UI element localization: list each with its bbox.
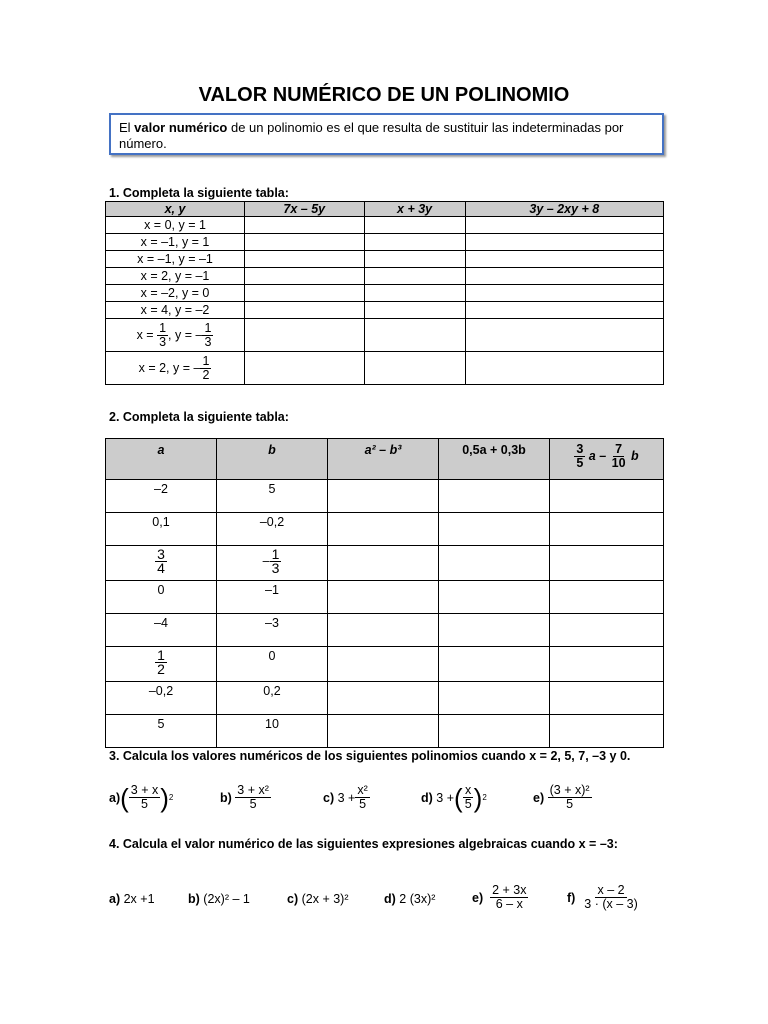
answer-cell[interactable] — [328, 647, 439, 682]
answer-cell[interactable] — [245, 285, 365, 302]
t2-value-b: –1 — [217, 581, 328, 614]
answer-cell[interactable] — [439, 715, 550, 748]
answer-cell[interactable] — [364, 217, 465, 234]
table-row — [106, 217, 664, 234]
answer-cell[interactable] — [550, 480, 664, 513]
table-row — [106, 319, 664, 352]
t2-value-b: 10 — [217, 715, 328, 748]
t2-value-a: –0,2 — [106, 682, 217, 715]
t1-row-values: x = 0, y = 1 — [106, 217, 245, 234]
t2-value-a: –2 — [106, 480, 217, 513]
q3-item-c: c) 3 + $\frac{\text{x²}}{5}$ — [323, 783, 368, 811]
t2-header-expr2: 0,5a + 0,3b — [439, 439, 550, 480]
answer-cell[interactable] — [465, 352, 663, 385]
t2-value-b: 0 — [217, 647, 328, 682]
q4-item-a: a) 2x +1 — [109, 892, 155, 906]
q4-item-f: f) $\frac{x - 2}{3 \cdot (x - 3)}$ — [567, 883, 638, 911]
answer-cell[interactable] — [364, 251, 465, 268]
table-row — [106, 546, 664, 581]
answer-cell[interactable] — [550, 614, 664, 647]
answer-cell[interactable] — [439, 614, 550, 647]
answer-cell[interactable] — [364, 285, 465, 302]
page-title: VALOR NUMÉRICO DE UN POLINOMIO — [198, 84, 570, 106]
table-row — [106, 513, 664, 546]
table-row — [106, 614, 664, 647]
t1-row-values: x = –2, y = 0 — [106, 285, 245, 302]
answer-cell[interactable] — [328, 581, 439, 614]
answer-cell[interactable] — [465, 234, 663, 251]
answer-cell[interactable] — [364, 302, 465, 319]
t1-row-values: x = –1, y = 1 — [106, 234, 245, 251]
t1-header-xy: x, y — [106, 202, 245, 217]
fraction: $\frac{1}{3}$ — [204, 320, 212, 349]
t1-header-expr2: x + 3y — [364, 202, 465, 217]
definition-term: valor numérico — [134, 120, 228, 135]
table-row — [106, 647, 664, 682]
answer-cell[interactable] — [439, 513, 550, 546]
q3-item-d: d) 3 + ( $\frac{x}{5}$ ) 2 — [421, 782, 487, 813]
q3-item-e: e) $\frac{\text{(3 + x)²}}{5}$ — [533, 783, 590, 811]
answer-cell[interactable] — [465, 251, 663, 268]
table-row — [106, 234, 664, 251]
table-1 — [105, 201, 664, 385]
t1-row-values: x = 4, y = –2 — [106, 302, 245, 319]
q3-item-b: b) $\frac{\text{3 + x²}}{5}$ — [220, 783, 269, 811]
t2-value-a: 5 — [106, 715, 217, 748]
q4-item-d: d) 2 (3x)² — [384, 892, 436, 906]
t1-row-values-fraction: x = 2, y = – $\frac{1}{2}$ — [106, 352, 245, 385]
table-row — [106, 251, 664, 268]
answer-cell[interactable] — [439, 480, 550, 513]
answer-cell[interactable] — [328, 546, 439, 581]
table-row — [106, 268, 664, 285]
answer-cell[interactable] — [328, 682, 439, 715]
answer-cell[interactable] — [364, 234, 465, 251]
answer-cell[interactable] — [439, 546, 550, 581]
fraction: $\frac{1}{3}$ — [159, 320, 167, 349]
q3-heading: 3. Calcula los valores numéricos de los siguientes polinomios cuando x = 2, 5, 7, –3 y 0. — [109, 749, 631, 763]
answer-cell[interactable] — [245, 268, 365, 285]
t1-row-values-fraction: x = $\frac{1}{3}$ , y = – $\frac{1}{3}$ — [106, 319, 245, 352]
answer-cell[interactable] — [245, 319, 365, 352]
answer-cell[interactable] — [245, 251, 365, 268]
answer-cell[interactable] — [550, 647, 664, 682]
t2-value-b: 5 — [217, 480, 328, 513]
table-row — [106, 682, 664, 715]
t1-header-expr3: 3y – 2xy + 8 — [465, 202, 663, 217]
answer-cell[interactable] — [364, 268, 465, 285]
answer-cell[interactable] — [245, 302, 365, 319]
t2-value-a: $\frac{1}{2}$ — [106, 647, 217, 682]
table-1-header — [106, 202, 664, 217]
t2-value-a: –4 — [106, 614, 217, 647]
q4-item-c: c) (2x + 3)² — [287, 892, 349, 906]
q2-heading: 2. Completa la siguiente tabla: — [109, 410, 289, 424]
table-row — [106, 581, 664, 614]
t2-value-b: –3 — [217, 614, 328, 647]
t1-row-values: x = 2, y = –1 — [106, 268, 245, 285]
t2-header-expr1: a² – b³ — [328, 439, 439, 480]
t2-value-a: $\frac{3}{4}$ — [106, 546, 217, 581]
answer-cell[interactable] — [550, 513, 664, 546]
answer-cell[interactable] — [550, 715, 664, 748]
definition-box — [109, 113, 664, 155]
t2-header-b: b — [217, 439, 328, 480]
t2-value-b: 0,2 — [217, 682, 328, 715]
answer-cell[interactable] — [328, 513, 439, 546]
t2-value-a: 0 — [106, 581, 217, 614]
table-2-header — [106, 439, 664, 480]
answer-cell[interactable] — [465, 217, 663, 234]
answer-cell[interactable] — [550, 581, 664, 614]
definition-text: de un polinomio es el que resulta de sustituir las indeterminadas por número. — [119, 120, 624, 151]
table-row — [106, 480, 664, 513]
answer-cell[interactable] — [550, 546, 664, 581]
answer-cell[interactable] — [465, 319, 663, 352]
answer-cell[interactable] — [245, 352, 365, 385]
answer-cell[interactable] — [439, 682, 550, 715]
table-row — [106, 302, 664, 319]
answer-cell[interactable] — [245, 217, 365, 234]
answer-cell[interactable] — [245, 234, 365, 251]
answer-cell[interactable] — [328, 715, 439, 748]
fraction: $\frac{1}{2}$ — [202, 353, 210, 382]
answer-cell[interactable] — [465, 268, 663, 285]
answer-cell[interactable] — [364, 319, 465, 352]
t2-value-b: – $\frac{1}{3}$ — [217, 546, 328, 581]
answer-cell[interactable] — [439, 647, 550, 682]
q3-item-a: a) ( $\frac{3 + x}{5}$ ) 2 — [109, 782, 174, 813]
q4-item-e: e) $\frac{2 + 3x}{6 - x}$ — [472, 883, 527, 911]
q4-item-b: b) (2x)² – 1 — [188, 892, 250, 906]
table-row — [106, 352, 664, 385]
table-row — [106, 715, 664, 748]
q4-heading: 4. Calcula el valor numérico de las siguientes expresiones algebraicas cuando x = –3: — [109, 837, 618, 851]
answer-cell[interactable] — [465, 302, 663, 319]
t2-header-a: a — [106, 439, 217, 480]
t2-value-a: 0,1 — [106, 513, 217, 546]
answer-cell[interactable] — [364, 352, 465, 385]
answer-cell[interactable] — [439, 581, 550, 614]
t2-header-expr3: $\frac{3}{5}$ a – $\frac{7}{10}$ b — [550, 439, 664, 480]
t1-row-values: x = –1, y = –1 — [106, 251, 245, 268]
definition-prefix: El — [119, 120, 135, 135]
answer-cell[interactable] — [465, 285, 663, 302]
table-2 — [105, 438, 664, 748]
answer-cell[interactable] — [328, 480, 439, 513]
t2-value-b: –0,2 — [217, 513, 328, 546]
q1-heading: 1. Completa la siguiente tabla: — [109, 186, 289, 200]
t1-header-expr1: 7x – 5y — [245, 202, 365, 217]
answer-cell[interactable] — [550, 682, 664, 715]
answer-cell[interactable] — [328, 614, 439, 647]
table-row — [106, 285, 664, 302]
